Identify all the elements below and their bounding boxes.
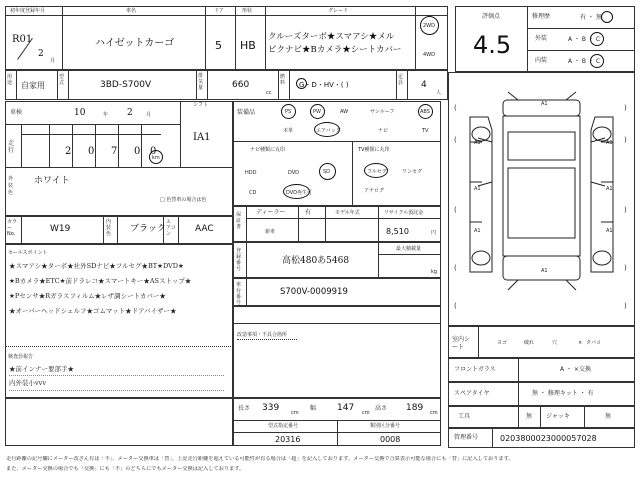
diagram-mark-8: A1 [541,268,548,274]
shaken-month-unit: 月 [146,112,152,118]
modification-section [233,306,441,398]
drive-4wd: 4WD [423,52,435,58]
dealer-label: ディーラー [256,209,286,216]
shaken-year-unit: 年 [103,112,109,118]
model-year-label: モデル年式 [335,210,360,216]
shaken-month: 2 [127,108,133,118]
jack-label: ジャッキ [546,413,570,420]
chassis-label: 車台番号 [236,282,242,306]
navi-hdd: HDD [245,170,257,176]
tv-analog: アナログ [364,188,385,194]
exterior-label: 外装 [535,35,548,42]
shape-label: 形状 [242,8,253,14]
svg-text:): ) [624,104,627,112]
diagram-mark-7: A1 [606,228,613,234]
score-label: 評価点 [482,13,501,20]
recycle-value: 8,510 [386,227,409,236]
height-value: 189 [406,403,424,413]
doors-label: ドア [214,8,224,14]
svg-text:): ) [624,302,627,310]
car-diagram [448,72,635,326]
svg-text:(: ( [454,302,457,310]
svg-text:): ) [624,136,627,144]
shaken-label: 車検 [10,109,23,116]
colorcode-label: カラーNo. [7,219,18,237]
use-label: 用途 [7,74,13,86]
cert-value: 20316 [275,435,301,444]
interior-options: A ・ B ・ C [568,58,601,65]
glass-label: フロントガラス [454,366,496,373]
footer-line-2: また、メーター交換の場合でも「交換」にも「不」のどちらにでもメーター交換は記入しております。 [6,466,245,472]
capacity-unit: 人 [436,90,442,96]
svg-text:(: ( [454,206,457,214]
height-label: 高さ [375,405,388,412]
spare-value: 無 ・ 修理キット ・ 有 [532,390,594,397]
max-load-unit: kg [431,269,438,275]
glass-value: A ・ ×交換 [560,366,591,373]
capacity-label: 定員 [398,74,404,86]
warranty-label: 保証書 [236,212,242,230]
shift-value: IA1 [193,132,211,143]
sales-line-2: ★Bカメラ★ETC★前ドラレコ★スマートキー★ASストップ★ [9,277,192,285]
tools-label: 工具 [458,413,471,420]
drive-2wd: 2WD [423,23,435,29]
interior-color-label: 内装色 [106,219,112,237]
grade-line1: クルーズターボ★スマアシ★メル [268,32,395,42]
sheet-opt-3: 穴 [552,340,558,346]
sheet-opt-4: × [578,340,583,346]
recycle-unit: 円 [431,230,437,236]
color-label: 外装色 [8,176,14,196]
interior-sheet-label: 室内シート [452,336,471,351]
model-value: 3BD-S700V [100,80,152,90]
navi-type-label: ナビ種類に丸印 [250,147,286,153]
disp-unit: cc [266,90,272,96]
use-value: 自家用 [21,81,45,90]
equip-item-leather: 本革 [283,128,294,134]
shaken-year: 10 [74,108,86,118]
inspector-label: 検査員報告 [8,354,34,360]
plate-value: 高松480あ5468 [282,256,350,266]
sheet-opt-1: ヨゴ [497,340,508,346]
navi-dvd: DVD [288,170,300,176]
equip-item-tv: TV [422,128,429,134]
interior-sheet-section [448,326,635,358]
color-note: □ 色替車の場合は色 [160,197,207,203]
diagram-mark-4: A1 [474,186,481,192]
navi-sd: SD [323,169,331,175]
mileage-digit-1: 2 [65,146,72,157]
disp-value: 660 [232,80,250,90]
equipment-label: 装備品 [237,109,256,116]
disp-label: 排気量 [198,73,204,91]
score-value: 4.5 [473,31,512,59]
mileage-digit-4: 0 [134,146,141,157]
equip-item-abs: ABS [420,109,430,115]
reg-month-unit: 月 [50,58,56,64]
car-name-value: ハイゼットカーゴ [95,38,175,49]
exterior-b-circle [590,32,604,46]
mileage-digit-5: 0 [150,146,157,157]
svg-text:(: ( [454,104,457,112]
width-label: 幅 [310,405,317,412]
capacity-value: 4 [421,80,427,90]
sales-line-1: ★スマアシ★ターボ★社外SDナビ★フルセグ★BT★DVD★ [9,262,184,270]
interior-grade-label: 内装 [535,57,548,64]
navi-cd: CD [249,190,257,196]
class-label: 類別区分番号 [370,423,401,429]
ac-value: AAC [195,224,214,234]
plate-label: 登録番号 [236,248,242,272]
spare-label: スペアタイヤ [454,390,490,397]
sales-label: セールスポイント [8,250,48,256]
sheet-opt-5: タバコ [586,340,601,346]
class-value: 0008 [380,435,401,444]
repair-label: 修理歴 [532,13,551,20]
sales-line-4: ★オーバーヘッドシェルフ★ゴムマット★ドアバイザー★ [9,307,177,315]
shift-label: シフト [193,102,209,108]
grade-label: グレード [328,8,349,14]
equip-item-sunroof: サンルーフ [370,109,395,115]
diagram-mark-2: A1 [474,140,481,146]
colorcode-value: W19 [50,224,71,234]
diagram-mark-1: A1 [541,101,548,107]
diagram-mark-6: A1 [474,228,481,234]
navi-dvd-play: DVD再生可 [286,190,313,196]
modification-label: 改造事項・不具合箇所 [237,332,288,338]
fuel-label: 燃料 [280,74,286,86]
length-value: 339 [262,403,280,413]
svg-text:): ) [624,206,627,214]
footer-line-1: 走行距離の記号欄にメーター改ざん有は「不」、メーター交換車は「替」、上記走行距離を超えている可能性が有る場合は「超」を記入しております。メーター交換で合算表示可能な場合にも「替」に記入しております。 [6,456,514,462]
tv-fullseg: フルセグ [367,169,387,175]
diagram-mark-5: A1 [606,186,613,192]
equip-item-aw: AW [340,109,349,115]
cert-label: 型式指定番号 [268,423,299,429]
color-value: ホワイト [34,176,70,186]
manage-value: 0203800023000057028 [500,434,597,443]
sales-line-3: ★Pセンサ★Rガラスフィルム★レザ調シートカバー★ [9,292,166,300]
mileage-label: 走行 [8,140,15,154]
left-bottom-empty [5,398,233,446]
svg-text:(: ( [454,264,457,272]
reg-date-label: 初年度登録年月 [10,8,46,14]
equipment-section [233,101,441,206]
length-unit: cm [291,410,299,416]
max-load-label: 最大積載量 [396,246,422,252]
width-value: 147 [337,403,355,413]
svg-text:): ) [624,264,627,272]
interior-color-value: ブラック [130,224,166,234]
chassis-value: S700V-0009919 [280,287,348,297]
doors-value: 5 [215,39,222,52]
recycle-label: リサイクル預託金 [384,210,424,216]
manage-label: 管理番号 [454,434,479,441]
exterior-options: A ・ B ・ C [568,36,601,43]
sheet-opt-2: 破れ [524,340,535,346]
tv-oneseg: ワンセグ [402,169,423,175]
equip-item-navi: ナビ [378,128,389,134]
dealer-value: 有 [305,209,312,216]
reg-month: 2 [38,49,44,59]
inspector-line-2: 内外装小vvv [9,379,47,387]
mileage-digit-3: 7 [111,146,118,157]
fuel-value: G・D・HV・( ) [299,81,349,89]
model-label: 型式 [59,74,65,86]
ac-label: エアコン [166,219,176,237]
jack-value: 無 [605,413,612,420]
grade-line2: ピクナビ★Bカメラ★シートカバー [268,45,402,55]
equip-item-pw: PW [313,109,321,115]
diagram-mark-3: A1 [606,140,613,146]
spec-row [5,70,448,100]
shape-value: HB [240,39,256,52]
repair-none-circle [601,11,613,23]
width-unit: cm [362,410,370,416]
height-unit: cm [430,410,438,416]
equip-item-ps: PS [285,109,292,115]
tools-value: 無 [526,413,533,420]
dealer-option: 新車 [265,229,276,235]
inspector-line-1: ★前インナー要部手★ [9,365,74,373]
mileage-unit: km [152,155,160,161]
mileage-digit-2: 0 [88,146,95,157]
equip-item-airbag: エアバッグ [316,128,341,134]
length-label: 長さ [238,405,251,412]
repair-options: 有 ・ 無 [580,14,602,21]
svg-text:(: ( [454,136,457,144]
interior-b-circle [590,54,604,68]
car-name-label: 車名 [126,8,137,14]
tv-type-label: TV種類に丸印 [358,147,390,153]
reg-era: R01 [12,34,33,45]
